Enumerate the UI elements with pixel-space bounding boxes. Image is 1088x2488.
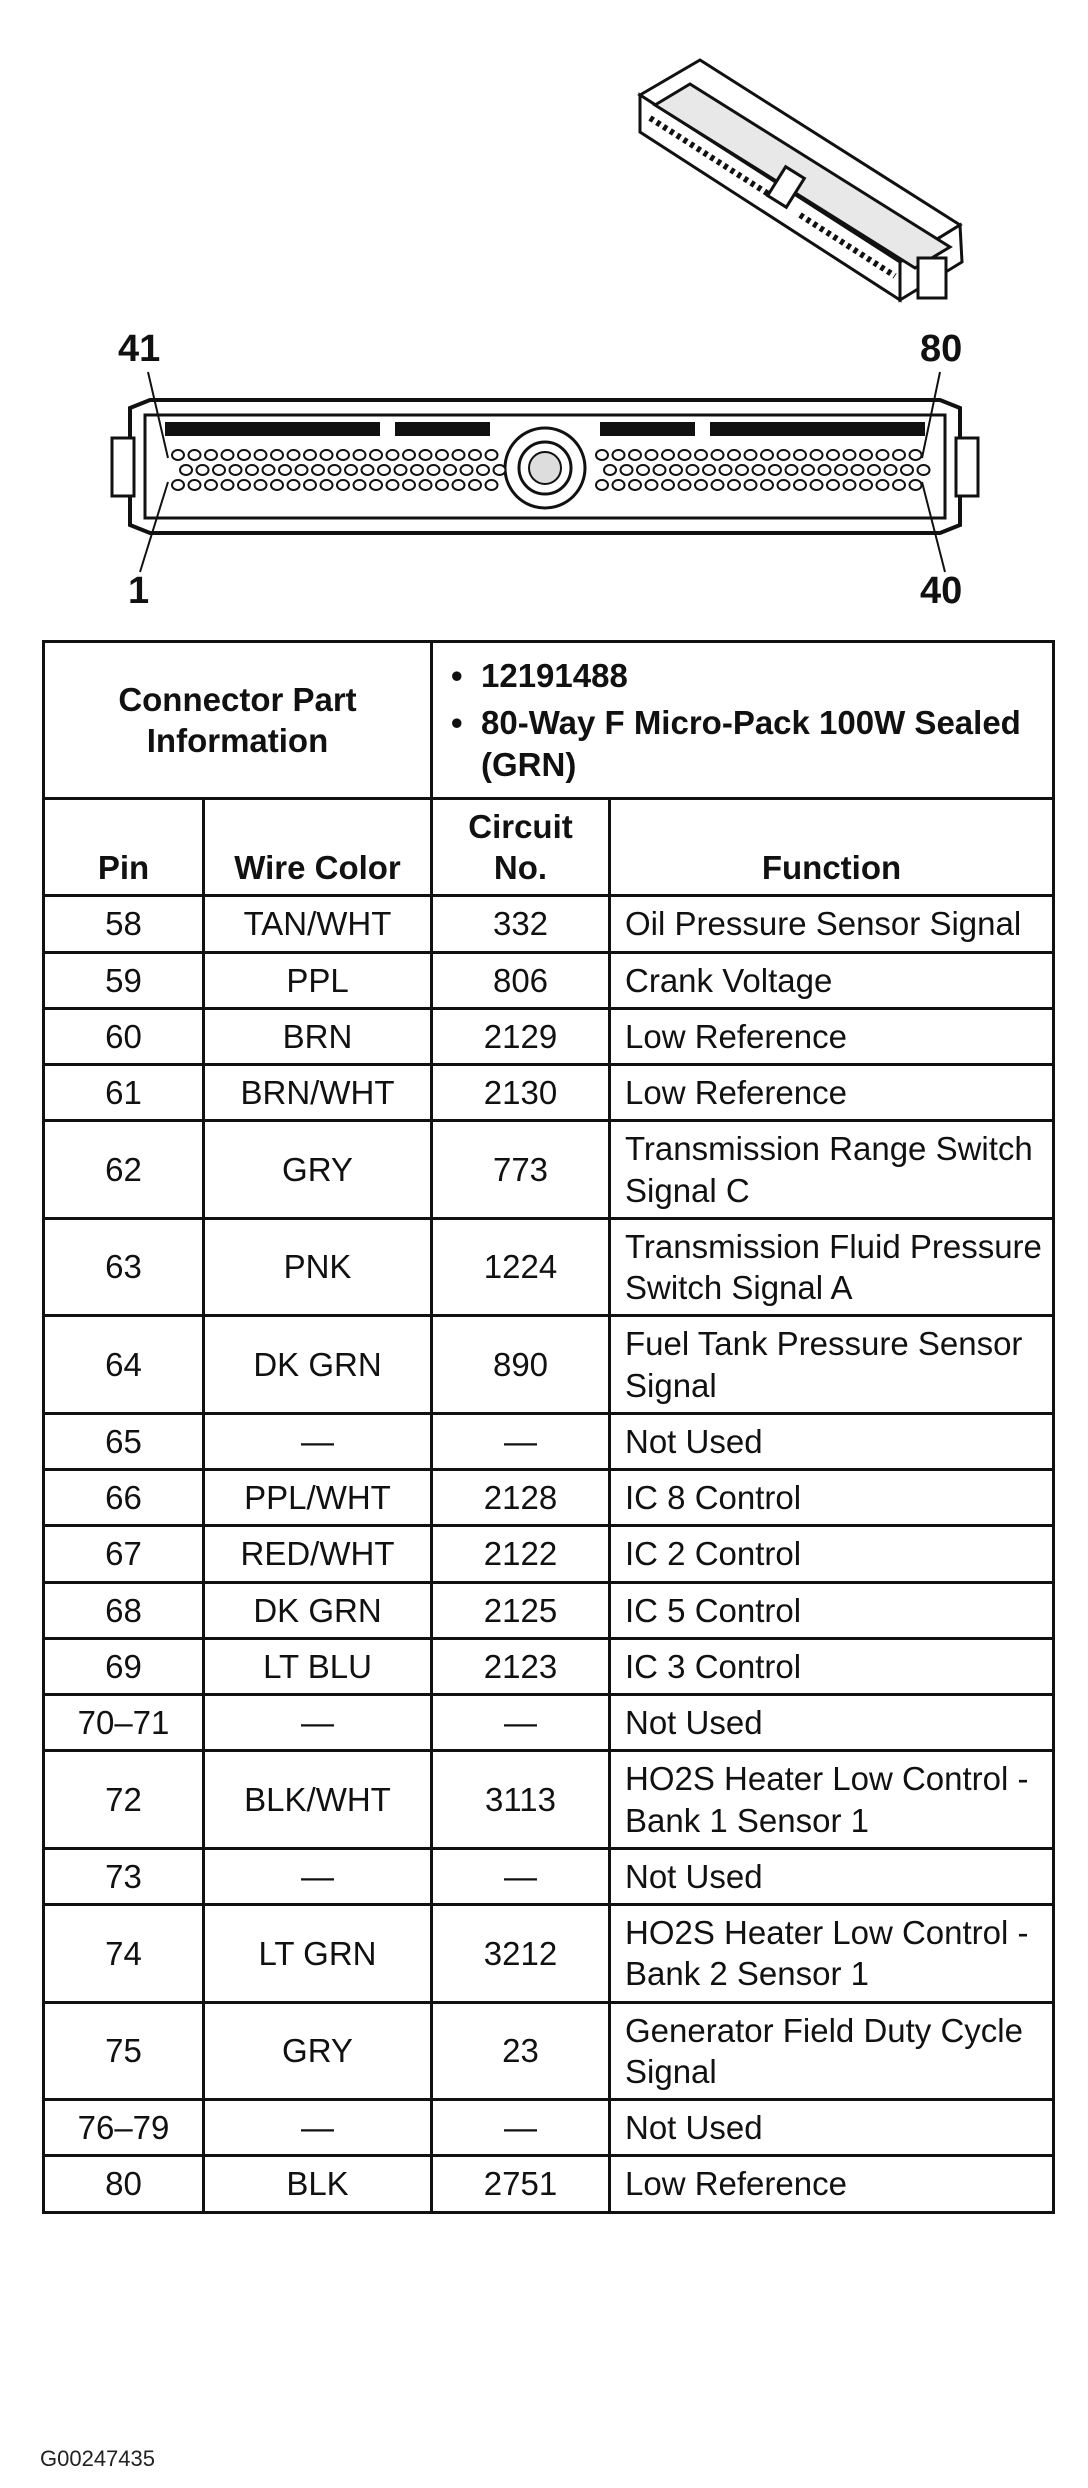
- function-cell: IC 8 Control: [610, 1470, 1054, 1526]
- pin-cavity: [271, 480, 283, 490]
- table-row: [44, 1638, 1054, 1694]
- pin-cavity: [222, 480, 234, 490]
- pin-cavity: [428, 465, 440, 475]
- circuit-cell: 1224: [432, 1218, 610, 1316]
- function-cell: HO2S Heater Low Control - Bank 1 Sensor 1: [610, 1751, 1054, 1849]
- table-row: [44, 1065, 1054, 1121]
- circuit-cell: 2130: [432, 1065, 610, 1121]
- pin-cavity: [910, 480, 922, 490]
- pin-cavity: [238, 480, 250, 490]
- function-cell: Not Used: [610, 2100, 1054, 2156]
- function-cell: Not Used: [610, 1413, 1054, 1469]
- pin-cavity: [827, 480, 839, 490]
- pin-cavity: [769, 465, 781, 475]
- pin-cavity: [444, 465, 456, 475]
- pin-cavity: [877, 480, 889, 490]
- pin-cavity: [205, 450, 217, 460]
- col-header-circuit: Circuit No.: [432, 798, 610, 896]
- pin-cell: 75: [44, 2002, 204, 2100]
- pin-cavity: [477, 465, 489, 475]
- pin-cavity: [255, 480, 267, 490]
- pin-cavity: [819, 465, 831, 475]
- function-cell: Generator Field Duty Cycle Signal: [610, 2002, 1054, 2100]
- pin-cell: 63: [44, 1218, 204, 1316]
- pin-label-80: 80: [920, 328, 963, 370]
- pin-cavity: [596, 480, 608, 490]
- pin-cavity: [662, 450, 674, 460]
- function-cell: Oil Pressure Sensor Signal: [610, 896, 1054, 952]
- pin-cavity: [279, 465, 291, 475]
- table-row: [44, 1316, 1054, 1414]
- col-header-wire-color: Wire Color: [204, 798, 432, 896]
- table-row: [44, 1008, 1054, 1064]
- pin-cavity: [703, 465, 715, 475]
- pin-cavity: [230, 465, 242, 475]
- pin-cavity: [802, 465, 814, 475]
- pin-cavity: [613, 480, 625, 490]
- wire-color-cell: BLK: [204, 2156, 432, 2212]
- table-row: [44, 2156, 1054, 2212]
- pin-cavity: [189, 450, 201, 460]
- pin-cavity: [304, 480, 316, 490]
- connector-front-view: [112, 372, 978, 572]
- function-cell: Low Reference: [610, 2156, 1054, 2212]
- table-row: [44, 1526, 1054, 1582]
- table-row: [44, 1582, 1054, 1638]
- table-row: [44, 2002, 1054, 2100]
- pin-cavity: [662, 480, 674, 490]
- pin-cavity: [246, 465, 258, 475]
- wire-color-cell: —: [204, 1695, 432, 1751]
- pin-cell: 67: [44, 1526, 204, 1582]
- pin-cavity: [238, 450, 250, 460]
- circuit-cell: 2128: [432, 1470, 610, 1526]
- pin-cavity: [844, 450, 856, 460]
- table-row: [44, 952, 1054, 1008]
- pin-cavity: [296, 465, 308, 475]
- pin-cavity: [844, 480, 856, 490]
- pin-cell: 66: [44, 1470, 204, 1526]
- wire-color-cell: LT BLU: [204, 1638, 432, 1694]
- pin-cavity: [778, 450, 790, 460]
- wire-color-cell: PPL/WHT: [204, 1470, 432, 1526]
- pin-cavity: [288, 450, 300, 460]
- pin-cavity: [387, 450, 399, 460]
- connector-pinout-table: [42, 640, 1055, 2214]
- wire-color-cell: —: [204, 1848, 432, 1904]
- pin-cavity: [345, 465, 357, 475]
- pin-cavity: [860, 450, 872, 460]
- wire-color-cell: DK GRN: [204, 1582, 432, 1638]
- circuit-cell: —: [432, 2100, 610, 2156]
- table-row: [44, 1121, 1054, 1219]
- pin-cavity: [378, 465, 390, 475]
- pin-cavity: [271, 450, 283, 460]
- pin-cavity: [596, 450, 608, 460]
- pin-cavity: [794, 450, 806, 460]
- pin-cavity: [263, 465, 275, 475]
- pin-cavity: [761, 480, 773, 490]
- pin-cavity: [321, 480, 333, 490]
- pin-label-41: 41: [118, 328, 161, 370]
- wire-color-cell: BRN: [204, 1008, 432, 1064]
- pin-cavity: [604, 465, 616, 475]
- pin-cavity: [893, 450, 905, 460]
- info-row: [44, 642, 1054, 799]
- circuit-cell: 3113: [432, 1751, 610, 1849]
- pin-cell: 68: [44, 1582, 204, 1638]
- pin-cavity: [436, 450, 448, 460]
- pin-cavity: [637, 465, 649, 475]
- pin-cavity: [835, 465, 847, 475]
- pin-cavity: [436, 480, 448, 490]
- pin-cavity: [387, 480, 399, 490]
- function-cell: Low Reference: [610, 1065, 1054, 1121]
- pin-cavity: [337, 480, 349, 490]
- pin-cavity: [910, 450, 922, 460]
- pin-cell: 58: [44, 896, 204, 952]
- pin-cavity: [695, 450, 707, 460]
- pin-cell: 61: [44, 1065, 204, 1121]
- table-row: [44, 2100, 1054, 2156]
- table-row: [44, 1905, 1054, 2003]
- table-row: [44, 1848, 1054, 1904]
- pin-cavity: [288, 480, 300, 490]
- pin-cavity: [370, 450, 382, 460]
- pin-cavity: [852, 465, 864, 475]
- circuit-cell: 806: [432, 952, 610, 1008]
- pin-cavity: [893, 480, 905, 490]
- pin-cell: 60: [44, 1008, 204, 1064]
- pin-cavity: [629, 450, 641, 460]
- table-row: [44, 1413, 1054, 1469]
- pin-cell: 80: [44, 2156, 204, 2212]
- wire-color-cell: —: [204, 2100, 432, 2156]
- circuit-cell: 2125: [432, 1582, 610, 1638]
- table-row: [44, 896, 1054, 952]
- pin-cavity: [411, 465, 423, 475]
- connector-3d-view: [640, 60, 962, 300]
- pin-cavity: [827, 450, 839, 460]
- circuit-cell: 2751: [432, 2156, 610, 2212]
- circuit-cell: 23: [432, 2002, 610, 2100]
- pin-cavity: [629, 480, 641, 490]
- pin-cavity: [811, 480, 823, 490]
- pin-cavity: [486, 450, 498, 460]
- pin-cavity: [670, 465, 682, 475]
- wire-color-cell: LT GRN: [204, 1905, 432, 2003]
- pin-cavity: [337, 450, 349, 460]
- function-cell: Crank Voltage: [610, 952, 1054, 1008]
- pin-cavity: [420, 480, 432, 490]
- figure-id: G00247435: [40, 2446, 155, 2471]
- pin-cavity: [712, 480, 724, 490]
- pin-cavity: [453, 480, 465, 490]
- pin-cavity: [687, 465, 699, 475]
- connector-description: • 80-Way F Micro-Pack 100W Sealed (GRN): [443, 702, 1042, 785]
- pin-cell: 73: [44, 1848, 204, 1904]
- function-cell: Not Used: [610, 1848, 1054, 1904]
- pin-cavity: [654, 465, 666, 475]
- function-cell: IC 3 Control: [610, 1638, 1054, 1694]
- circuit-cell: 773: [432, 1121, 610, 1219]
- pin-cavity: [189, 480, 201, 490]
- part-number: • 12191488: [443, 655, 1042, 696]
- pin-cavity: [370, 480, 382, 490]
- pin-cavity: [877, 450, 889, 460]
- pin-cavity: [745, 480, 757, 490]
- pin-cavity: [901, 465, 913, 475]
- connector-illustration: [0, 0, 1088, 630]
- circuit-cell: —: [432, 1848, 610, 1904]
- circuit-cell: —: [432, 1695, 610, 1751]
- function-cell: Transmission Fluid Pressure Switch Signal A: [610, 1218, 1054, 1316]
- pin-cavity: [329, 465, 341, 475]
- pin-cavity: [679, 450, 691, 460]
- pin-cavity: [728, 450, 740, 460]
- info-list: [443, 655, 1042, 785]
- pin-cavity: [679, 480, 691, 490]
- pin-cavity: [453, 450, 465, 460]
- pin-cavity: [312, 465, 324, 475]
- wire-color-cell: GRY: [204, 2002, 432, 2100]
- wire-color-cell: RED/WHT: [204, 1526, 432, 1582]
- pin-cavity: [354, 450, 366, 460]
- pin-cavity: [362, 465, 374, 475]
- wire-color-cell: —: [204, 1413, 432, 1469]
- table-row: [44, 1695, 1054, 1751]
- pin-cavity: [469, 480, 481, 490]
- pin-cavity: [745, 450, 757, 460]
- pin-cavity: [860, 480, 872, 490]
- circuit-cell: —: [432, 1413, 610, 1469]
- pin-cavity: [354, 480, 366, 490]
- info-title: Connector Part Information: [44, 642, 432, 799]
- circuit-cell: 890: [432, 1316, 610, 1414]
- function-cell: Fuel Tank Pressure Sensor Signal: [610, 1316, 1054, 1414]
- pin-cavity: [753, 465, 765, 475]
- table-row: [44, 1218, 1054, 1316]
- circuit-cell: 2129: [432, 1008, 610, 1064]
- pin-cell: 62: [44, 1121, 204, 1219]
- pin-cavity: [395, 465, 407, 475]
- wire-color-cell: GRY: [204, 1121, 432, 1219]
- pin-cell: 72: [44, 1751, 204, 1849]
- function-cell: IC 5 Control: [610, 1582, 1054, 1638]
- pin-cavity: [712, 450, 724, 460]
- wire-color-cell: PNK: [204, 1218, 432, 1316]
- pin-cavity: [736, 465, 748, 475]
- pin-cavity: [222, 450, 234, 460]
- pin-cavity: [304, 450, 316, 460]
- wire-color-cell: BLK/WHT: [204, 1751, 432, 1849]
- pin-cavity: [728, 480, 740, 490]
- function-cell: HO2S Heater Low Control - Bank 2 Sensor 1: [610, 1905, 1054, 2003]
- pin-cavity: [494, 465, 506, 475]
- circuit-cell: 2122: [432, 1526, 610, 1582]
- function-cell: Transmission Range Switch Signal C: [610, 1121, 1054, 1219]
- pin-cavity: [885, 465, 897, 475]
- wire-color-cell: PPL: [204, 952, 432, 1008]
- pin-cavity: [646, 480, 658, 490]
- pin-cavity: [621, 465, 633, 475]
- pin-cavity: [613, 450, 625, 460]
- pin-cavity: [761, 450, 773, 460]
- pin-cavity: [486, 480, 498, 490]
- pin-cell: 76–79: [44, 2100, 204, 2156]
- circuit-cell: 3212: [432, 1905, 610, 2003]
- col-header-function: Function: [610, 798, 1054, 896]
- header-row: [44, 798, 1054, 896]
- pin-label-40: 40: [920, 570, 963, 612]
- pin-cavity: [255, 450, 267, 460]
- circuit-cell: 2123: [432, 1638, 610, 1694]
- pin-cell: 70–71: [44, 1695, 204, 1751]
- wire-color-cell: TAN/WHT: [204, 896, 432, 952]
- wire-color-cell: DK GRN: [204, 1316, 432, 1414]
- circuit-cell: 332: [432, 896, 610, 952]
- function-cell: Not Used: [610, 1695, 1054, 1751]
- table-row: [44, 1470, 1054, 1526]
- pin-cavity: [213, 465, 225, 475]
- pin-cavity: [461, 465, 473, 475]
- pin-cavity: [180, 465, 192, 475]
- table-row: [44, 1751, 1054, 1849]
- pin-cavity: [469, 450, 481, 460]
- pin-cavity: [403, 480, 415, 490]
- pin-cell: 59: [44, 952, 204, 1008]
- pin-cavity: [786, 465, 798, 475]
- pin-cell: 69: [44, 1638, 204, 1694]
- col-header-pin: Pin: [44, 798, 204, 896]
- pin-cavity: [321, 450, 333, 460]
- pin-cavity: [868, 465, 880, 475]
- info-cell: [432, 642, 1054, 799]
- connector-drawing: [0, 0, 1088, 630]
- function-cell: Low Reference: [610, 1008, 1054, 1064]
- pin-cavity: [646, 450, 658, 460]
- pin-cavity: [778, 480, 790, 490]
- function-cell: IC 2 Control: [610, 1526, 1054, 1582]
- wire-color-cell: BRN/WHT: [204, 1065, 432, 1121]
- pin-cavity: [172, 480, 184, 490]
- pin-cavity: [720, 465, 732, 475]
- pin-cavity: [205, 480, 217, 490]
- pin-cavity: [695, 480, 707, 490]
- pin-cavity: [197, 465, 209, 475]
- pin-cell: 74: [44, 1905, 204, 2003]
- pin-cavity: [172, 450, 184, 460]
- pin-cell: 64: [44, 1316, 204, 1414]
- pin-cell: 65: [44, 1413, 204, 1469]
- pin-cavity: [811, 450, 823, 460]
- pin-cavity: [403, 450, 415, 460]
- pin-label-1: 1: [128, 570, 150, 612]
- pin-cavity: [918, 465, 930, 475]
- pin-cavity: [794, 480, 806, 490]
- pin-cavity: [420, 450, 432, 460]
